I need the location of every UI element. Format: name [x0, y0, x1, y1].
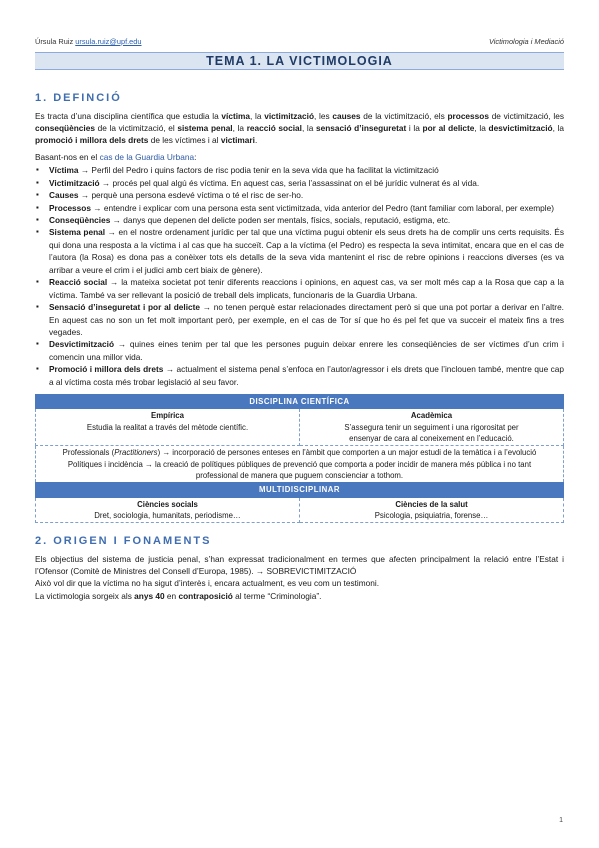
intro-term: víctima: [221, 110, 251, 121]
page-header: [35, 36, 564, 47]
section-heading-origen: 2. ORIGEN I FONAMENTS: [35, 535, 212, 548]
prof-pre: Professionals (: [62, 448, 115, 458]
table-header-multidisciplinar: MULTIDISCIPLINAR: [36, 483, 564, 497]
intro-term: conseqüències: [35, 122, 95, 133]
case-intro-colon: :: [194, 151, 197, 162]
case-link[interactable]: cas de la Guardia Urbana: [99, 151, 195, 162]
intro-text: , la: [232, 122, 247, 133]
empirica-text: Estudia la realitat a través del mètode científic.: [86, 422, 249, 432]
p3-bold-years: anys 40: [134, 590, 165, 601]
header-author: Úrsula Ruiz: [35, 37, 74, 46]
p3-post: al terme “Criminologia”.: [232, 590, 322, 601]
socials-title: Ciències socials: [137, 499, 198, 509]
list-item: [35, 363, 564, 388]
intro-text: de la victimització, el: [94, 122, 178, 133]
table-cell-salut: [300, 497, 564, 523]
list-item: [35, 177, 564, 189]
bullet-text: → no tenen perquè estar relacionades directament però si que una pot portar a derivar en l’altre. En aquest cas no son un fet molt important però, per exemple, en el cas de Tor sí que ho és pel fet que va succeir el mateix fins a tres vegades.: [49, 302, 564, 337]
intro-text: de victimització, les: [488, 110, 564, 121]
main-content: [35, 80, 564, 606]
page-title: TEMA 1. LA VICTIMOLOGIA: [35, 52, 564, 70]
bullet-term: Promoció i millora dels drets: [49, 364, 164, 375]
intro-text: Es tracta d’una disciplina científica que estudia la: [35, 110, 222, 121]
origen-paragraph-2: Això vol dir que la víctima no ha sigut d’interès i, encara actualment, es veu com un testimoni.: [35, 578, 380, 589]
list-item: [35, 338, 564, 363]
list-item: [35, 189, 564, 201]
list-item: [35, 214, 564, 226]
definition-bullet-list: [35, 164, 564, 388]
intro-text: , la: [474, 122, 489, 133]
bullet-text: → en el nostre ordenament jurídic per tal que una víctima pugui obtenir els seus drets ha de complir uns certs requisits. És qui dona una resposta a la víctima i al cas que ha succeït. Cap a la víctima (el Pedro) es respecta la seva intimitat, encara que en el cas de l’autora (la Rosa) es dona pas a conèixer tots els detalls de la seva vida mantenint el risc de rebre opinions i reaccions diverses (es va arribar a veure el crim i el judici amb cert biaix de gènere).: [49, 227, 564, 275]
intro-text: , la: [552, 122, 565, 133]
case-intro: [35, 151, 564, 163]
discipline-table: [35, 394, 564, 523]
bullet-term: Processos: [49, 202, 91, 213]
bullet-term: Conseqüències: [49, 215, 111, 225]
bullet-text: → actualment el sistema penal s’enfoca en l’autor/agressor i els drets que l’inclouen també, mentre que cap a al víctima costa més trobar legislació al seu favor.: [49, 364, 564, 387]
table-cell-empirica: [36, 409, 300, 446]
list-item: [35, 301, 564, 338]
p3-pre: La victimologia sorgeix als: [35, 590, 135, 601]
bullet-text: → danys que depenen del delicte poden ser mentals, físics, socials, reputació, estigma, etc.: [110, 215, 451, 225]
bullet-term: Víctima: [49, 165, 79, 176]
origen-paragraph-3: [35, 590, 564, 602]
table-cell-academica: [300, 409, 564, 446]
bullet-text: → perquè una persona esdevé víctima o té el risc de ser-ho.: [78, 190, 304, 201]
intro-term: causes: [332, 110, 361, 121]
intro-text: i la: [406, 122, 423, 133]
case-intro-text: Basant-nos en el: [35, 151, 100, 162]
intro-term: sistema penal: [177, 122, 233, 133]
list-item: [35, 226, 564, 276]
salut-text: Psicologia, psiquiatria, forense…: [374, 510, 489, 520]
intro-text: de les víctimes i al: [148, 135, 221, 146]
academica-title: Acadèmica: [410, 411, 453, 421]
header-subject: Victimologia i Mediació: [488, 37, 564, 46]
intro-text: .: [254, 135, 258, 146]
table-cell-socials: [36, 497, 300, 523]
bullet-term: Victimització: [49, 177, 100, 188]
p3-bold-contra: contraposició: [178, 590, 233, 601]
bullet-text: → la mateixa societat pot tenir diferents reaccions i opinions, en aquest cas, va ser molt més cap a la Rosa que cap a la víctima. També va ser rellevant la posició de treball dels implicats, funcionaris de la Guardia Urbana.: [49, 277, 564, 300]
empirica-title: Empírica: [151, 411, 184, 421]
bullet-text: → procés pel qual algú és víctima. En aquest cas, seria l’assassinat on el bé jurídic vulnerat és al vida.: [99, 177, 480, 188]
bullet-term: Sistema penal: [49, 227, 106, 238]
intro-term: reacció social: [246, 122, 302, 133]
academica-text: S’assegura tenir un seguiment i una rigorositat per ensenyar de cara al coneixement en l’educació.: [344, 422, 519, 444]
list-item: [35, 202, 564, 214]
bullet-text: → entendre i explicar com una persona esta sent victimitzada, vida anterior del Pedro (tant familiar com laboral, per exemple): [90, 202, 554, 213]
table-header-disciplina: DISCIPLINA CIENTÍFICA: [36, 395, 564, 409]
table-cell-professionals: [36, 446, 564, 483]
bullet-text: → Perfil del Pedro i quins factors de risc podia tenir en la seva vida que ha facilitat la victimització: [78, 165, 439, 176]
intro-text: , la: [301, 122, 317, 133]
intro-text: de la victimització, els: [360, 110, 448, 121]
intro-text: , les: [314, 110, 333, 121]
bullet-term: Causes: [49, 190, 79, 201]
origen-paragraph-1: Els objectius del sistema de justicia penal, s’han expressat tradicionalment en termes que afecten principalment la relació entre l’Estat i l’Ofensor (Comitè de Ministres del Consell d’Europa, 1985). → SOBREVICTIMITZACIÓ: [35, 553, 564, 577]
professionals-text: [48, 447, 551, 458]
page-number: 1: [559, 816, 563, 824]
intro-term: victimari: [220, 135, 255, 146]
intro-term: promoció i millora dels drets: [35, 135, 149, 146]
prof-italic: Practitioners: [114, 448, 158, 458]
header-author-block: [35, 36, 142, 47]
header-email-link[interactable]: ursula.ruiz@upf.edu: [75, 37, 142, 46]
intro-text: , la: [250, 110, 265, 121]
bullet-term: Sensació d’inseguretat i por al delicte: [49, 302, 200, 313]
bullet-term: Desvictimització: [49, 339, 115, 350]
prof-post: ) → incorporació de persones enteses en l’àmbit que comporten a un major estudi de la temàtica i a l’evolució: [157, 448, 537, 458]
bullet-text: → quines eines tenim per tal que les persones puguin deixar enrere les conseqüències de ser víctimes d’un crim i comencin una millor vida.: [49, 339, 564, 362]
socials-text: Dret, sociologia, humanitats, periodisme…: [94, 510, 241, 520]
intro-term: processos: [447, 110, 489, 121]
definition-paragraph: [35, 110, 564, 147]
salut-title: Ciències de la salut: [395, 499, 468, 509]
intro-term: por al delicte: [422, 122, 475, 133]
list-item: [35, 276, 564, 301]
intro-term: victimització: [264, 110, 315, 121]
politiques-text: Polítiques i incidència → la creació de polítiques públiques de prevenció que comporta a poder incidir de manera més pública i no tant professional de manera que puguem conscienciar a tothom.: [67, 459, 532, 480]
list-item: [35, 164, 564, 176]
section-heading-definicio: 1. DEFINCIÓ: [35, 92, 122, 104]
intro-term: sensació d’inseguretat: [316, 122, 407, 133]
bullet-term: Reacció social: [49, 277, 108, 288]
p3-mid: en: [164, 590, 179, 601]
intro-term: desvictimització: [488, 122, 553, 133]
